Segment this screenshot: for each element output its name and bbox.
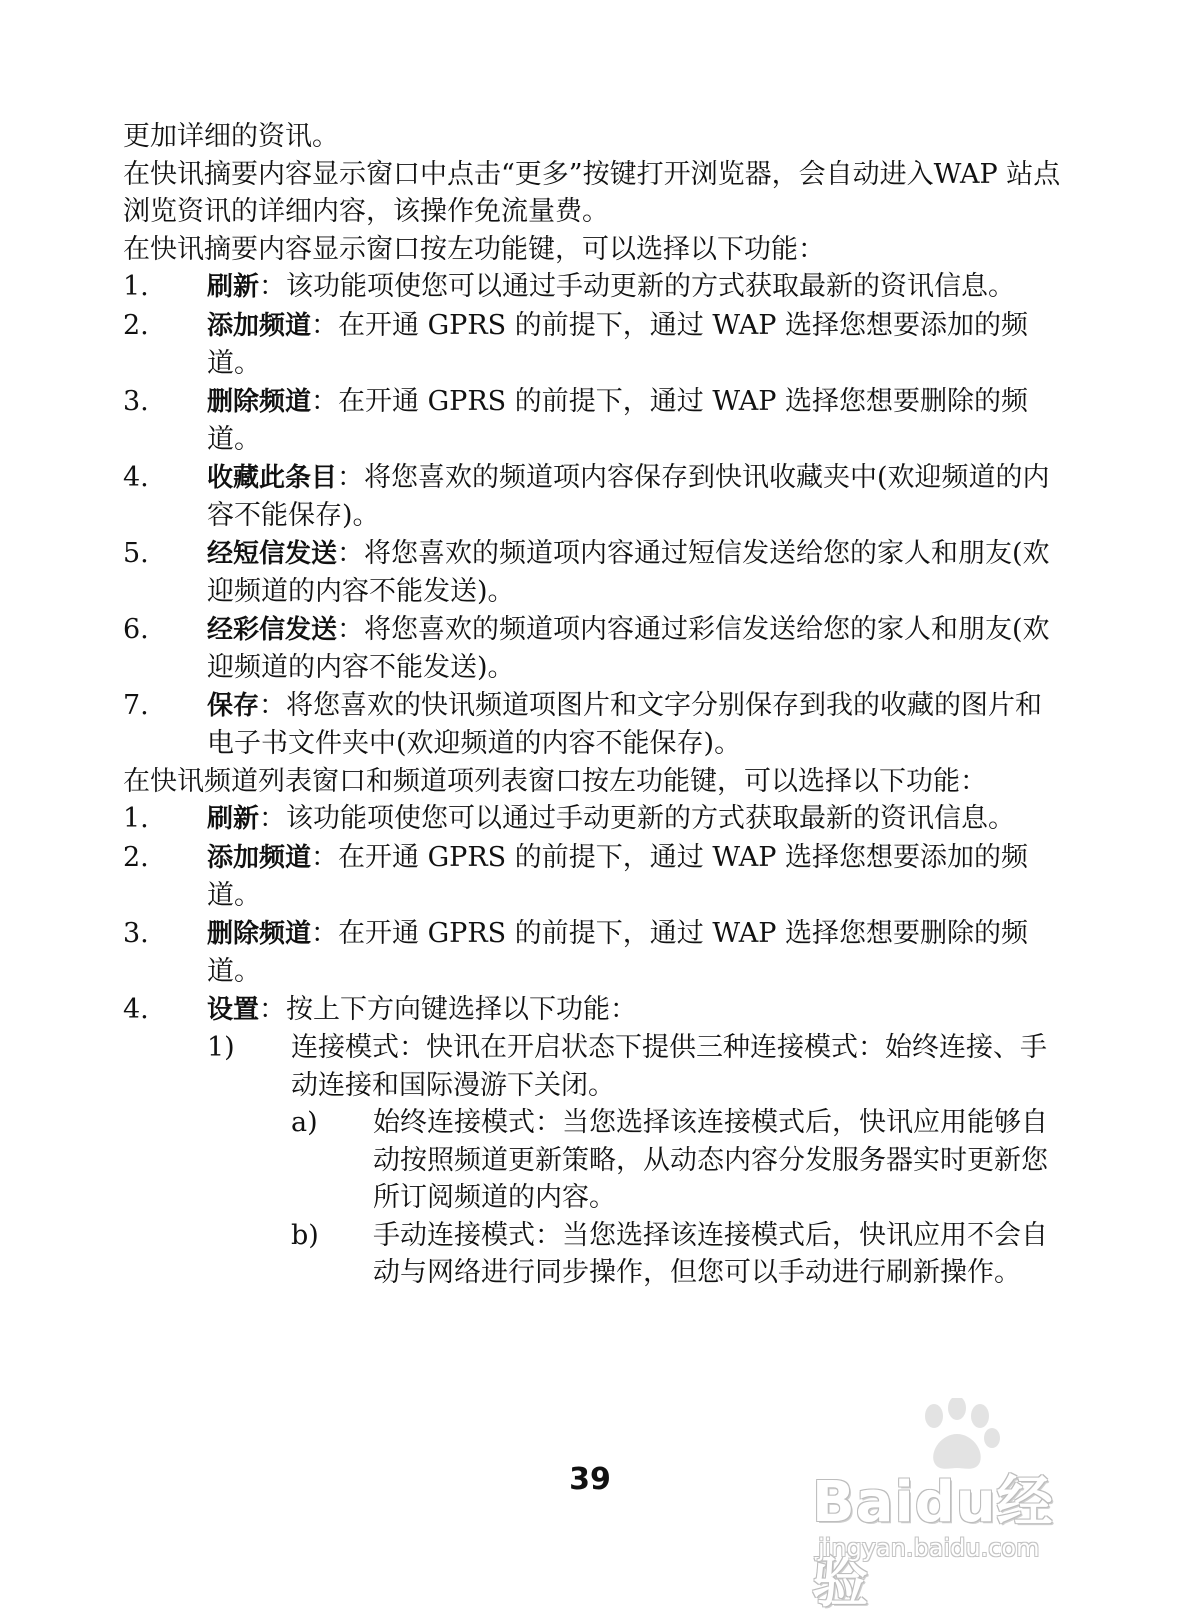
paragraph-3: 在快讯摘要内容显示窗口按左功能键，可以选择以下功能： [123, 233, 825, 265]
sublist-item [207, 1029, 1063, 1292]
sub-item-letter: a) [291, 1107, 318, 1138]
function-list-1 [123, 268, 1063, 763]
sub-item-description: 始终连接模式：当您选择该连接模式后，快讯应用能够自动按照频道更新策略，从动态内容分发服务器实时更新您所订阅频道的内容。 [373, 1107, 1048, 1213]
item-title: 经短信发送 [207, 538, 338, 569]
settings-sublist [207, 1029, 1063, 1292]
item-number: 1. [123, 271, 149, 302]
item-title: 删除频道 [207, 918, 312, 949]
item-description: ：将您喜欢的频道项内容通过彩信发送给您的家人和朋友(欢迎频道的内容不能发送)。 [207, 613, 1050, 683]
item-title: 收藏此条目 [207, 462, 338, 493]
item-number: 3. [123, 385, 149, 417]
list-item [123, 535, 1063, 611]
item-description: ：在开通 GPRS 的前提下，通过 WAP 选择您想要添加的频道。 [207, 841, 1028, 911]
list-item [123, 800, 1063, 839]
list-item [123, 459, 1063, 535]
item-number: 3. [123, 917, 149, 949]
item-number: 7. [123, 689, 149, 721]
item-number: 4. [123, 461, 149, 493]
watermark-url: jingyan.baidu.com [818, 1534, 1040, 1562]
item-number: 6. [123, 613, 149, 645]
list-item [123, 839, 1063, 915]
item-number: 5. [123, 537, 149, 569]
item-description: ：在开通 GPRS 的前提下，通过 WAP 选择您想要添加的频道。 [207, 309, 1028, 379]
paragraph-2: 在快讯摘要内容显示窗口中点击“更多”按键打开浏览器，会自动进入WAP 站点浏览资讯的详细内容，该操作免流量费。 [123, 158, 1061, 227]
connection-mode-list [291, 1104, 1063, 1292]
paragraph-1: 更加详细的资讯。 [123, 121, 339, 152]
item-title: 添加频道 [207, 310, 312, 341]
list-item [123, 268, 1063, 307]
item-description: ：将您喜欢的快讯频道项图片和文字分别保存到我的收藏的图片和电子书文件夹中(欢迎频道的内容不能保存)。 [207, 689, 1043, 759]
item-description: ：在开通 GPRS 的前提下，通过 WAP 选择您想要删除的频道。 [207, 917, 1028, 987]
list-item [123, 307, 1063, 383]
list-item [123, 611, 1063, 687]
item-title: 保存 [207, 690, 260, 721]
item-title: 设置 [207, 994, 260, 1025]
list-item [123, 915, 1063, 991]
watermark-logo: Baidu经验 [812, 1470, 1054, 1615]
function-list-2 [123, 800, 1063, 1292]
sub-item-number: 1) [207, 1032, 235, 1063]
page-number: 39 [569, 1462, 611, 1497]
item-description: ：将您喜欢的频道项内容保存到快讯收藏夹中(欢迎频道的内容不能保存)。 [207, 461, 1050, 531]
item-number: 2. [123, 309, 149, 341]
item-description: ：该功能项使您可以通过手动更新的方式获取最新的资讯信息。 [259, 271, 1016, 302]
item-description: ：将您喜欢的频道项内容通过短信发送给您的家人和朋友(欢迎频道的内容不能发送)。 [207, 537, 1050, 607]
baidu-jingyan-watermark [812, 1398, 1072, 1615]
list-item [123, 383, 1063, 459]
item-title: 删除频道 [207, 386, 312, 417]
sub-item-letter: b) [291, 1219, 319, 1251]
sublist-item [291, 1104, 1063, 1217]
item-title: 刷新 [207, 272, 260, 302]
sub-item-description: 手动连接模式：当您选择该连接模式后，快讯应用不会自动与网络进行同步操作，但您可以手动进行刷新操作。 [373, 1219, 1048, 1288]
item-number: 4. [123, 993, 149, 1025]
paragraph-4: 在快讯频道列表窗口和频道项列表窗口按左功能键，可以选择以下功能： [123, 765, 987, 797]
sub-item-description: 连接模式：快讯在开启状态下提供三种连接模式：始终连接、手动连接和国际漫游下关闭。 [291, 1032, 1047, 1101]
sublist-item [291, 1217, 1063, 1292]
item-number: 1. [123, 803, 149, 834]
body-text [123, 118, 1063, 1292]
item-description: ：按上下方向键选择以下功能： [259, 993, 638, 1025]
item-description: ：该功能项使您可以通过手动更新的方式获取最新的资讯信息。 [259, 803, 1016, 834]
list-item [123, 687, 1063, 763]
item-title: 经彩信发送 [207, 614, 338, 645]
item-number: 2. [123, 841, 149, 873]
item-description: ：在开通 GPRS 的前提下，通过 WAP 选择您想要删除的频道。 [207, 385, 1028, 455]
item-title: 刷新 [207, 804, 260, 834]
list-item [123, 991, 1063, 1292]
item-title: 添加频道 [207, 842, 312, 873]
